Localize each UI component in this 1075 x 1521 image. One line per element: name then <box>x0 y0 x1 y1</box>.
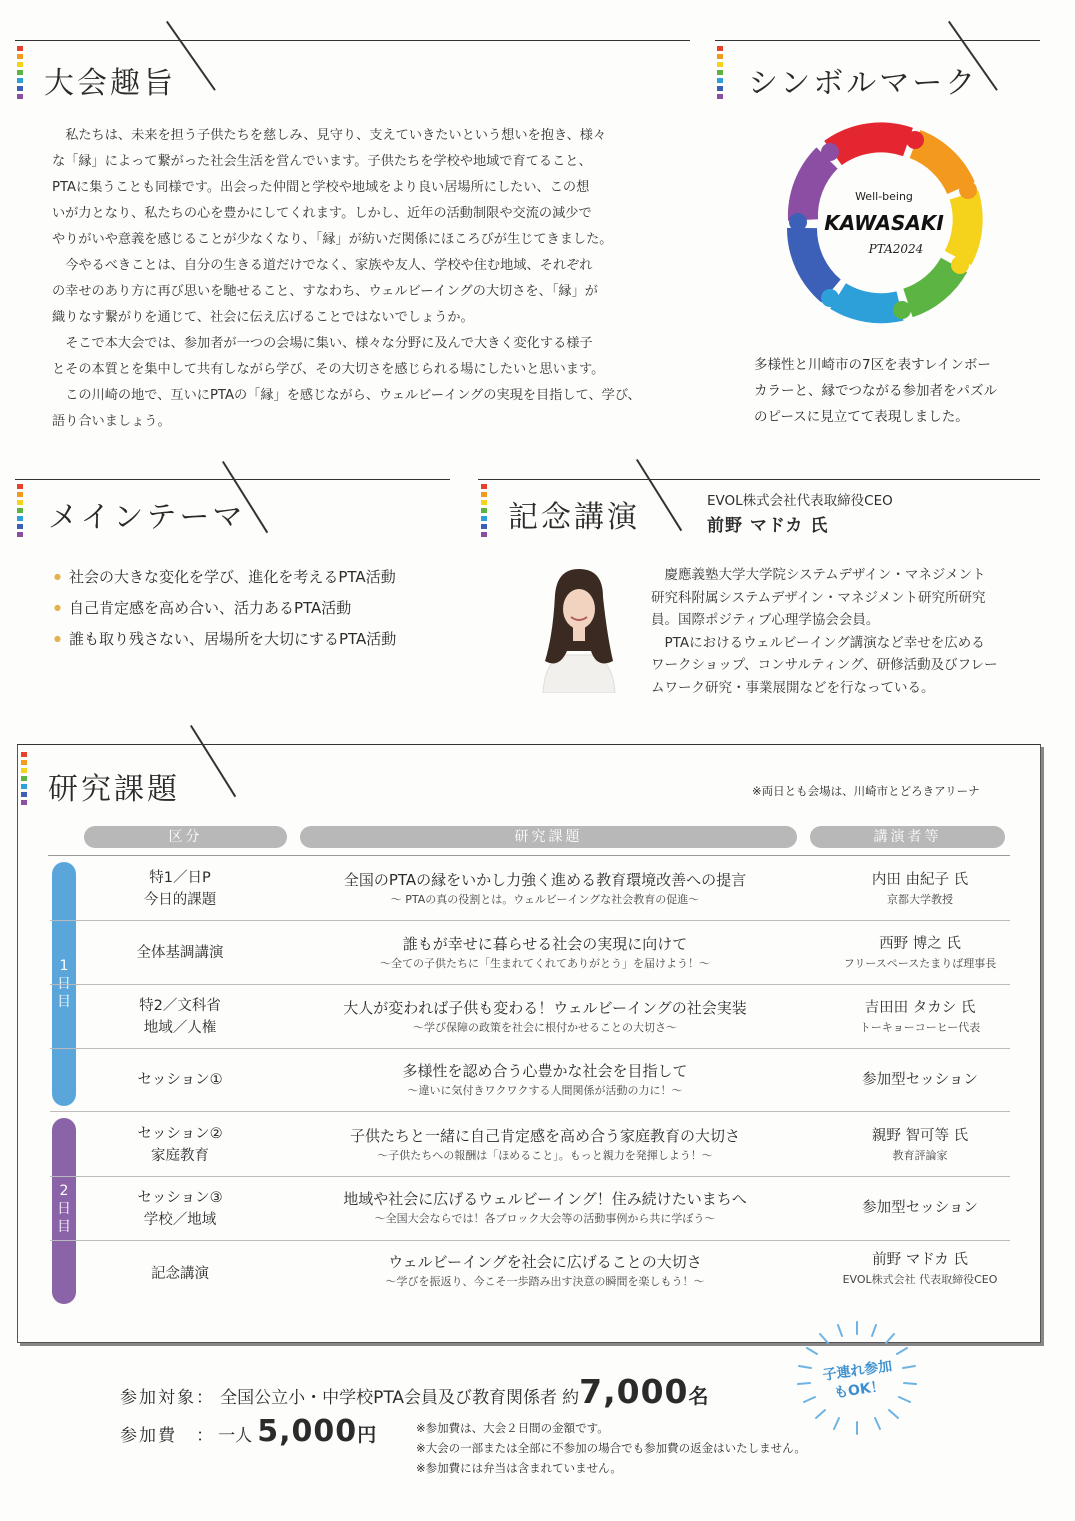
row-speaker: 西野 博之 氏 フリースペースたまりば理事長 <box>843 936 997 970</box>
research-rule <box>17 744 1040 745</box>
fee-notes <box>416 1418 806 1478</box>
research-title: 研究課題 <box>48 772 180 807</box>
rainbow-bar-theme <box>17 484 23 540</box>
purpose-line: 語り合いましょう。 <box>52 414 171 429</box>
purpose-body <box>52 123 682 435</box>
target-text: 全国公立小・中学校PTA会員及び教育関係者 <box>220 1388 558 1408</box>
rainbow-bar-lecture <box>481 484 487 540</box>
symbol-title: シンボルマーク <box>748 66 979 101</box>
row-speaker: 参加型セッション <box>862 1200 978 1216</box>
row-topic: 地域や社会に広げるウェルビーイング！住み続けたいまちへ ～全国大会ならでは！各ブロック大会等の活動事例から共に学ぼう～ <box>343 1190 747 1225</box>
symbol-caption <box>754 352 997 430</box>
fee-colon: ： <box>196 1426 214 1446</box>
purpose-line: とその本質とを集中して共有しながら学び、その大切さを感じられる場にしたいと思います。 <box>52 362 605 377</box>
row-topic: 大人が変われば子供も変わる！ウェルビーイングの社会実装 ～学び保障の政策を社会に根付かせることの大切さ～ <box>343 999 747 1034</box>
purpose-line: そこで本大会では、参加者が一つの会場に集い、様々な分野に及んで大きく変化する様子 <box>65 336 593 351</box>
lecture-slash <box>636 459 682 531</box>
purpose-line: 今やるべきことは、自分の生きる道だけでなく、家族や友人、学校や住む地域、それぞれ <box>65 258 593 273</box>
row-category: セッション③ 学校／地域 <box>137 1190 223 1228</box>
row-speaker: 内田 由紀子 氏 京都大学教授 <box>871 872 969 906</box>
symbol-caption-line: カラーと、縁でつながる参加者をパズル <box>754 383 997 399</box>
row-speaker: 前野 マドカ 氏 EVOL株式会社 代表取締役CEO <box>842 1252 998 1286</box>
purpose-line: 織りなす繋がりを通じて、社会に伝え広げることではないでしょうか。 <box>52 310 474 325</box>
logo-piece-orange <box>915 144 961 188</box>
fee-label: 参加費 <box>120 1426 177 1446</box>
row-topic: 誰もが幸せに暮らせる社会の実現に向けて ～全ての子供たちに「生まれてくれてありがとう」を届けよう！～ <box>380 935 710 970</box>
row-topic: 多様性を認め合う心豊かな社会を目指して ～違いに気付きワクワクする人間関係が活動の力に！～ <box>402 1062 688 1097</box>
purpose-line: な「縁」によって繋がった社会生活を営んでいます。子供たちを学校や地域で育てること、 <box>52 154 592 169</box>
lecture-rule <box>478 479 1040 480</box>
row-category: 記念講演 <box>151 1266 209 1282</box>
purpose-line: 私たちは、未来を担う子供たちを慈しみ、見守り、支えていきたいという想いを抱き、様々 <box>65 128 607 143</box>
speaker-portrait <box>533 565 623 693</box>
purpose-line: この川崎の地で、互いにPTAの「縁」を感じながら、ウェルビーイングの実現を目指して、学び、 <box>65 388 641 403</box>
row-topic: ウェルビーイングを社会に広げることの大切さ ～学びを振返り、今こそ一歩踏み出す決意の瞬間を楽しもう！～ <box>385 1253 705 1288</box>
lecture-bio-line: 研究科附属システムデザイン・マネジメント研究所研究 <box>651 589 986 606</box>
logo-main-text: KAWASAKI <box>824 211 944 235</box>
rainbow-bar-symbol <box>717 46 723 102</box>
badge-line: 子連れ参加 <box>821 1358 894 1384</box>
theme-title: メインテーマ <box>48 500 246 535</box>
target-label: 参加対象： <box>120 1388 215 1408</box>
target-approx: 約 <box>562 1388 580 1408</box>
table-top-rule <box>48 855 1010 856</box>
fee-prefix: 一人 <box>218 1426 253 1446</box>
purpose-line: PTAに集うことも同様です。出会った仲間と学校や地域をより良い居場所にしたい、この想 <box>52 180 590 195</box>
fee-unit: 円 <box>357 1424 377 1446</box>
target-unit: 名 <box>688 1384 709 1408</box>
day2-label: 2 日 目 <box>57 1183 71 1235</box>
research-venue-note: ※両日とも会場は、川崎市とどろきアリーナ <box>752 784 980 798</box>
theme-item: ● 誰も取り残さない、居場所を大切にするPTA活動 <box>54 624 396 655</box>
fee-note: ※参加費は、大会２日間の金額です。 <box>416 1421 609 1435</box>
lecture-bio-line: 員。国際ポジティブ心理学協会会員。 <box>651 612 880 628</box>
rainbow-bar-purpose <box>17 46 23 102</box>
logo-piece-yellow <box>958 195 968 258</box>
row-category: 特1／日P 今日的課題 <box>143 870 217 908</box>
day1-label: 1 日 目 <box>57 958 71 1010</box>
badge-line: もOK！ <box>833 1378 886 1402</box>
symbol-rule <box>715 40 1040 41</box>
header-category: 区分 <box>84 826 287 848</box>
rainbow-bar-research <box>21 752 27 808</box>
theme-item: ● 社会の大きな変化を学び、進化を考えるPTA活動 <box>54 562 396 593</box>
purpose-title: 大会趣旨 <box>44 66 176 101</box>
row-speaker: 参加型セッション <box>862 1072 978 1088</box>
row-category: 全体基調講演 <box>136 945 224 961</box>
purpose-rule <box>15 40 690 41</box>
logo-piece-lightblue <box>838 296 900 308</box>
logo-sub-text: PTA2024 <box>868 242 924 256</box>
row-category: 特2／文科省 地域／人権 <box>139 998 221 1036</box>
row-speaker: 親野 智可等 氏 教育評論家 <box>871 1128 969 1162</box>
row-topic: 全国のPTAの縁をいかし力強く進める教育環境改善への提言 ～ PTAの真の役割とは。ウェルビーイングな社会教育の促進～ <box>343 871 747 906</box>
fee-amount: 5,000 <box>257 1414 358 1449</box>
row-category: セッション② 家庭教育 <box>137 1126 223 1164</box>
logo-piece-blue <box>802 228 831 291</box>
target-line <box>120 1372 709 1411</box>
symbol-caption-line: 多様性と川崎市の7区を表すレインボー <box>754 357 991 373</box>
lecture-speaker-role: EVOL株式会社代表取締役CEO <box>707 493 893 509</box>
logo-piece-green <box>908 265 954 303</box>
fee-note: ※参加費には弁当は含まれていません。 <box>416 1461 622 1475</box>
row-topic: 子供たちと一緒に自己肯定感を高め合う家庭教育の大切さ ～子供たちへの報酬は「ほめること」。もっと親力を発揮しよう！～ <box>349 1127 740 1162</box>
logo-top-text: Well-being <box>855 190 913 203</box>
purpose-line: やりがいや意義を感じることが少なくなり、「縁」が紡いだ関係にほころびが生じてきました。 <box>52 232 613 247</box>
theme-list <box>54 562 396 654</box>
puzzle-ring-logo <box>778 118 990 330</box>
lecture-bio <box>651 564 1021 699</box>
header-topic: 研究課題 <box>300 826 797 848</box>
logo-piece-red <box>833 137 908 153</box>
lecture-speaker-name: 前野 マドカ 氏 <box>707 516 829 536</box>
lecture-bio-line: PTAにおけるウェルビーイング講演など幸せを広める <box>664 634 985 651</box>
fee-note: ※大会の一部または全部に不参加の場合でも参加費の返金はいたしません。 <box>416 1441 806 1455</box>
lecture-bio-line: ワークショップ、コンサルティング、研修活動及びフレー <box>651 657 998 673</box>
fee-line <box>120 1414 376 1449</box>
lecture-bio-line: ムワーク研究・事業展開などを行なっている。 <box>651 679 935 696</box>
header-speaker: 講演者等 <box>810 826 1005 848</box>
lecture-bio-line: 慶應義塾大学大学院システムデザイン・マネジメント <box>664 567 986 583</box>
sunburst-badge <box>790 1318 924 1440</box>
row-speaker: 吉田田 タカシ 氏 トーキョーコーヒー代表 <box>859 1000 981 1034</box>
target-count: 7,000 <box>579 1372 689 1411</box>
purpose-line: いが力となり、私たちの心を豊かにしてくれます。しかし、近年の活動制限や交流の減少で <box>52 206 592 221</box>
row-category: セッション① <box>137 1072 223 1088</box>
symbol-caption-line: のピースに見立てて表現しました。 <box>754 409 969 425</box>
lecture-title: 記念講演 <box>508 500 640 535</box>
purpose-line: の幸せのあり方に再び思いを馳せること、すなわち、ウェルビーイングの大切さを、「縁」が <box>52 284 598 299</box>
theme-item: ● 自己肯定感を高め合い、活力あるPTA活動 <box>54 593 396 624</box>
